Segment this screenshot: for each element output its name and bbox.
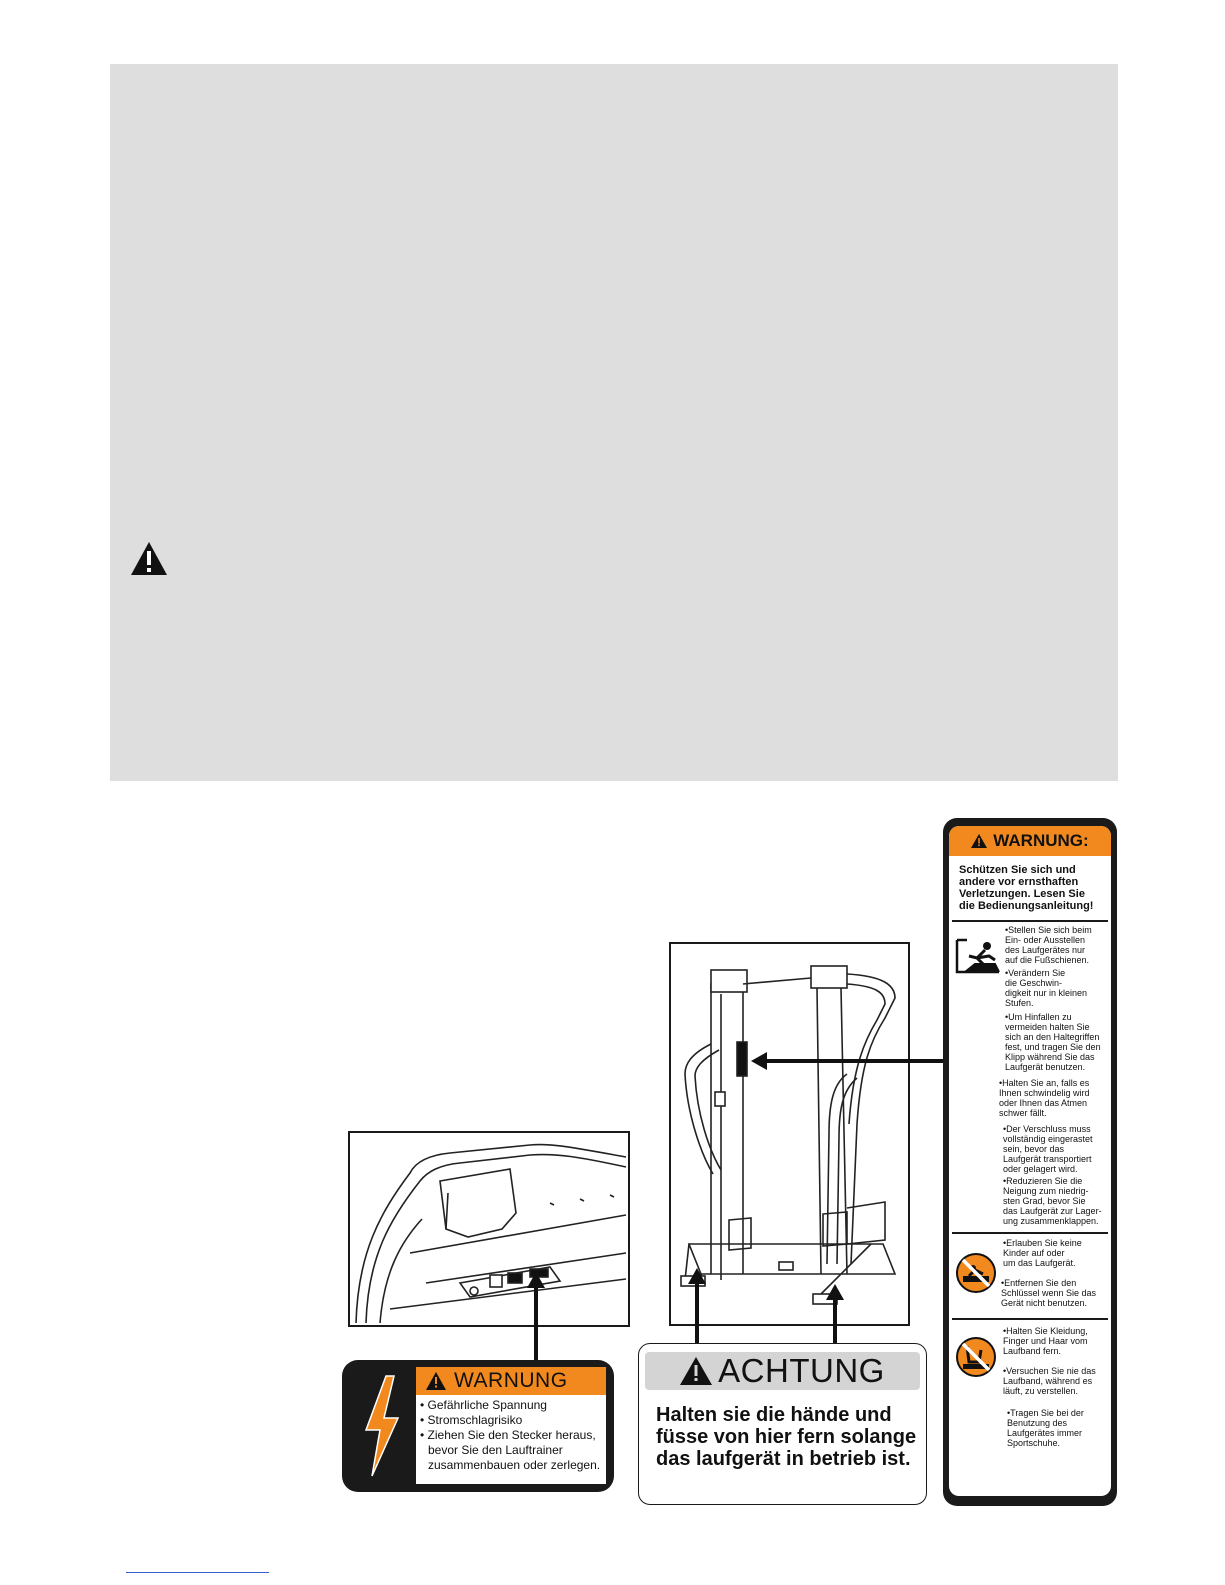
no-children-icon [955, 1252, 997, 1294]
electrical-warning-panel [416, 1367, 606, 1484]
side-warning-title: WARNUNG: [993, 831, 1089, 850]
arrow-to-left-foot [685, 1268, 709, 1348]
no-hands-icon [955, 1336, 997, 1378]
divider [952, 1318, 1108, 1320]
side-warning-label [943, 818, 1117, 1506]
divider [952, 920, 1108, 922]
side-bullet: •Tragen Sie bei der Benutzung des Laufgerätes immer Sportschuhe. [1007, 1408, 1084, 1448]
side-bullet: •Um Hinfallen zu vermeiden halten Sie sich an den Haltegriffen fest, und tragen Sie den Klipp während Sie das Laufgerät benutzen. [1005, 1012, 1101, 1072]
side-bullet: •Halten Sie an, falls es Ihnen schwindelig wird oder Ihnen das Atmen schwer fällt. [999, 1078, 1090, 1118]
electrical-warning-label [342, 1360, 614, 1492]
side-warning-panel [949, 826, 1111, 1496]
list-item: • Gefährliche Spannung [420, 1398, 606, 1413]
side-bullet: •Der Verschluss muss vollständig eingerastet sein, bevor das Laufgerät transportiert oder gelagert wird. [1003, 1124, 1093, 1174]
gray-text-panel [110, 64, 1118, 781]
electrical-warning-header [416, 1367, 606, 1395]
list-item: • Stromschlagrisiko [420, 1413, 606, 1428]
warning-triangle-icon [971, 834, 987, 848]
electrical-warning-list [416, 1398, 606, 1473]
achtung-header [645, 1352, 920, 1390]
achtung-title: ACHTUNG [718, 1352, 885, 1389]
side-bullet: •Versuchen Sie nie das Laufband, während es läuft, zu verstellen. [1003, 1366, 1096, 1396]
divider [952, 1232, 1108, 1234]
footer-underline [126, 1572, 269, 1573]
side-bullet: •Stellen Sie sich beim Ein- oder Ausstellen des Laufgerätes nur auf die Fußschienen. [1005, 925, 1092, 965]
list-item: • Ziehen Sie den Stecker heraus, bevor Sie den Lauftrainer zusammenbauen oder zerlegen. [420, 1428, 606, 1473]
stepping-person-icon [955, 938, 1001, 976]
arrow-to-upright-label [751, 1049, 946, 1073]
side-warning-intro: Schützen Sie sich und andere vor ernsthaften Verletzungen. Lesen Sie die Bedienungsanleitung! [959, 864, 1094, 912]
lightning-bolt-icon [352, 1368, 412, 1484]
warning-triangle-icon [680, 1357, 712, 1385]
side-bullet: •Halten Sie Kleidung, Finger und Haar vom Laufband fern. [1003, 1326, 1088, 1356]
warning-triangle-icon [426, 1372, 446, 1390]
side-bullet: •Verändern Sie die Geschwin- digkeit nur in kleinen Stufen. [1005, 968, 1088, 1008]
arrow-to-right-foot [823, 1284, 847, 1348]
achtung-label [638, 1343, 927, 1505]
caution-triangle-icon [130, 541, 168, 577]
side-bullet: •Erlauben Sie keine Kinder auf oder um das Laufgerät. [1003, 1238, 1082, 1268]
side-bullet: •Reduzieren Sie die Neigung zum niedrig- sten Grad, bevor Sie das Laufgerät zur Lager- ung zusammenklappen. [1003, 1176, 1102, 1226]
motor-hood-illustration [348, 1131, 630, 1327]
arrow-to-hood-label [524, 1272, 548, 1364]
side-bullet: •Entfernen Sie den Schlüssel wenn Sie das Gerät nicht benutzen. [1001, 1278, 1097, 1308]
achtung-text: Halten sie die hände und füsse von hier fern solange das laufgerät in betrieb ist. [656, 1404, 917, 1470]
electrical-warning-title: WARNUNG [454, 1369, 568, 1392]
side-warning-header [949, 826, 1111, 856]
